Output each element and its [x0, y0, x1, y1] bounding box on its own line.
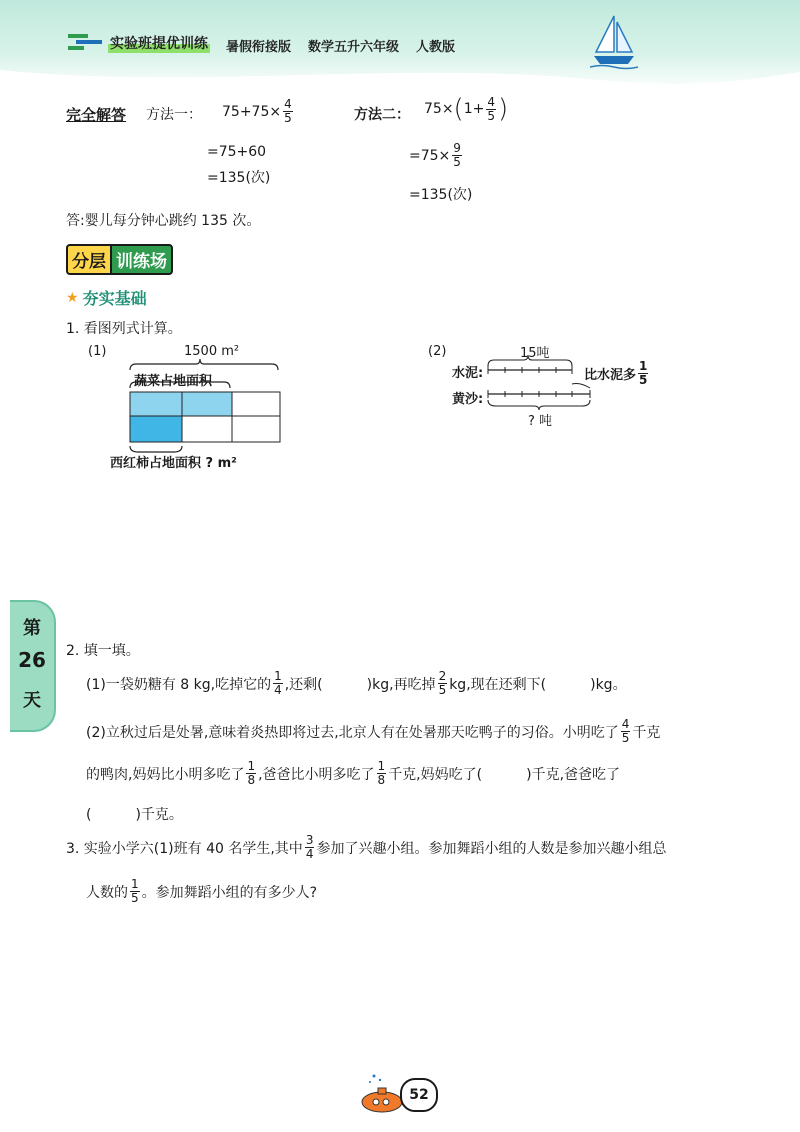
q2-part2-line3: ( )千克。 [86, 807, 183, 823]
method2-label: 方法二： [354, 107, 410, 123]
q1-sand-label: 黄沙: [452, 392, 484, 407]
method1-label: 方法一： [146, 107, 202, 123]
q3-line2: 人数的 $\frac{1}{5}$ 。参加舞蹈小组的有多少人? [86, 877, 318, 905]
section-badge: 分层 训练场 [66, 246, 173, 272]
method1-line1: 75+75× $\frac{4}{5}$ [222, 97, 292, 125]
answer-text: 答:婴儿每分钟心跳约 135 次。 [66, 213, 261, 229]
method2-line1: 75× ( 1+ $\frac{4}{5}$ ) [424, 94, 509, 124]
q1-total-area: 1500 m² [184, 344, 240, 359]
method2-line3: =135(次) [409, 187, 473, 203]
subsection-title: ★ 夯实基础 [66, 289, 147, 308]
q1-sand-question: ? 吨 [528, 414, 553, 429]
q1-vegetable-label: 蔬菜占地面积 [134, 374, 213, 389]
star-icon: ★ [66, 289, 79, 306]
q2-title: 2. 填一填。 [66, 643, 140, 659]
series-title: 实验班提优训练 [108, 33, 210, 53]
method1-line3: =135(次) [207, 170, 271, 186]
fraction: $\frac{4}{5}$ [284, 97, 292, 125]
q1-line-diagram [484, 352, 596, 410]
grade-label: 数学五升六年级 [308, 40, 400, 55]
page-number: 52 [400, 1078, 438, 1112]
method2-line2: =75× $\frac{9}{5}$ [409, 141, 461, 169]
method1-line2: =75+60 [207, 144, 267, 160]
q1-tomato-label: 西红柿占地面积 ? m² [110, 456, 237, 471]
solution-label: 完全解答 [66, 106, 127, 124]
sailboat-icon [590, 14, 638, 70]
q1-part1-label: (1) [88, 344, 107, 359]
q1-part2-label: (2) [428, 344, 447, 359]
day-tab: 第 26 天 [10, 600, 56, 732]
submarine-icon [356, 1072, 406, 1116]
q1-cement-amount: 15吨 [520, 346, 550, 361]
q2-part2-line1: (2)立秋过后是处暑,意味着炎热即将过去,北京人有在处暑那天吃鸭子的习俗。小明吃了 $\frac{4}{5}$ 千克 [86, 717, 661, 745]
edition-label: 暑假衔接版 [226, 40, 292, 55]
q1-cement-label: 水泥: [452, 366, 484, 381]
q2-part2-line2: 的鸭肉,妈妈比小明多吃了 $\frac{1}{8}$ ,爸爸比小明多吃了 $\frac{1}{8}$ 千克,妈妈吃了( )千克,爸爸吃了 [86, 759, 621, 787]
q1-title: 1. 看图列式计算。 [66, 321, 182, 337]
header-wave [0, 60, 800, 100]
publisher-label: 人教版 [416, 40, 456, 55]
book-logo-icon [66, 32, 102, 54]
q3-line1: 3. 实验小学六(1)班有 40 名学生,其中 $\frac{3}{4}$ 参加了兴趣小组。参加舞蹈小组的人数是参加兴趣小组总 [66, 833, 667, 861]
q2-part1: (1)一袋奶糖有 8 kg,吃掉它的 $\frac{1}{4}$ ,还剩( )kg,再吃掉 $\frac{2}{5}$ kg,现在还剩下( )kg。 [86, 669, 627, 697]
q1-more-label: 比水泥多 $\frac{1}{5}$ [584, 359, 648, 387]
